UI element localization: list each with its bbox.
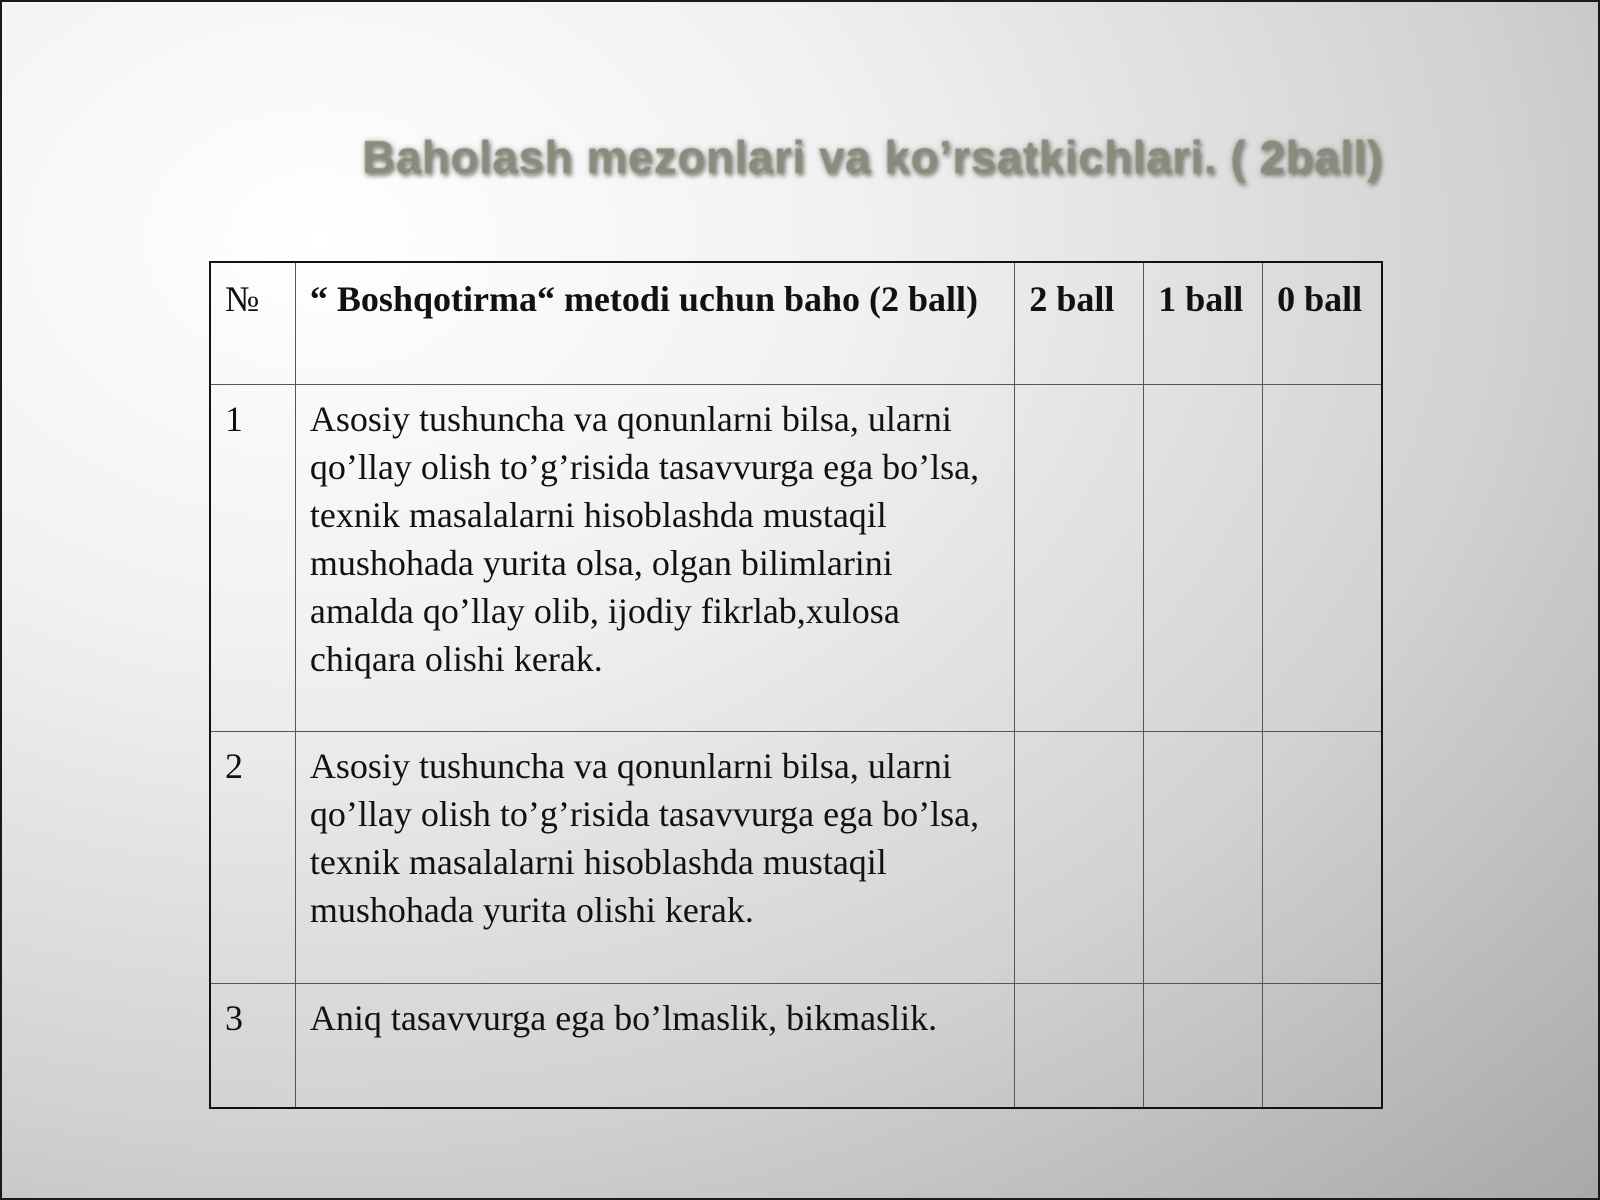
table-row [210, 384, 1382, 731]
row-score-2-cell [1015, 384, 1144, 731]
table-row [210, 983, 1382, 1108]
slide-title: Baholash mezonlari va ko’rsatkichlari. ( 2ball) [362, 131, 1383, 183]
row-number: 2 [210, 731, 295, 983]
row-score-1-cell [1144, 384, 1263, 731]
header-score-1: 1 ball [1144, 262, 1263, 384]
row-score-1-cell [1144, 731, 1263, 983]
header-number: № [210, 262, 295, 384]
header-score-0: 0 ball [1263, 262, 1382, 384]
table-header-row [210, 262, 1382, 384]
row-criterion-text: Aniq tasavvurga ega bo’lmaslik, bikmaslik. [295, 983, 1014, 1108]
table-row [210, 731, 1382, 983]
row-number: 3 [210, 983, 295, 1108]
row-number: 1 [210, 384, 295, 731]
row-criterion-text: Asosiy tushuncha va qonunlarni bilsa, ularni qo’llay olish to’g’risida tasavvurga ega bo’lsa, texnik masalalarni hisoblashda mustaqil mushohada yurita olsa, olgan bilimlarini amalda qo’llay olib, ijodiy fikrlab,xulosa chiqara olishi kerak. [295, 384, 1014, 731]
row-score-1-cell [1144, 983, 1263, 1108]
criteria-table [209, 261, 1383, 1109]
header-criterion: “ Boshqotirma“ metodi uchun baho (2 ball) [295, 262, 1014, 384]
row-score-0-cell [1263, 983, 1382, 1108]
row-score-0-cell [1263, 731, 1382, 983]
row-score-0-cell [1263, 384, 1382, 731]
row-score-2-cell [1015, 983, 1144, 1108]
row-score-2-cell [1015, 731, 1144, 983]
header-score-2: 2 ball [1015, 262, 1144, 384]
row-criterion-text: Asosiy tushuncha va qonunlarni bilsa, ularni qo’llay olish to’g’risida tasavvurga ega bo’lsa, texnik masalalarni hisoblashda mustaqil mushohada yurita olishi kerak. [295, 731, 1014, 983]
